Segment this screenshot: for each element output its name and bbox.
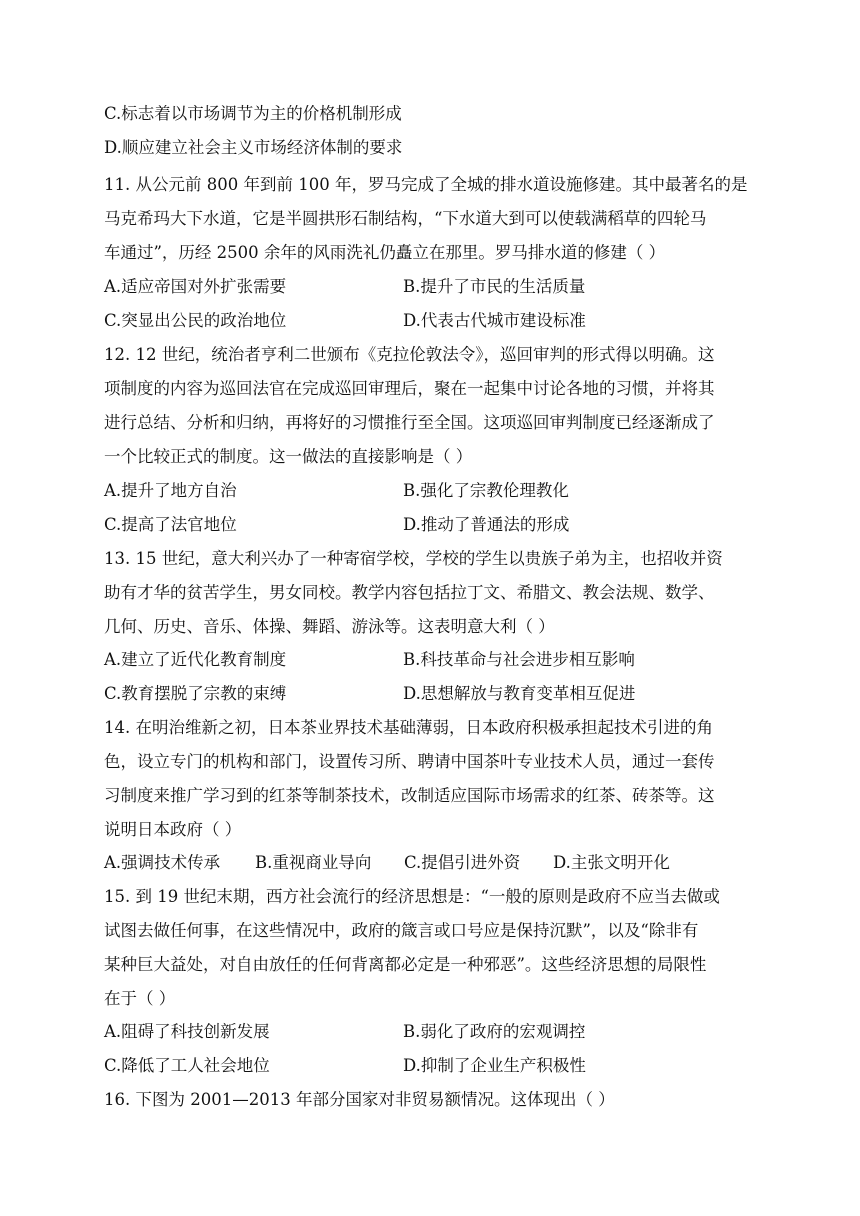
- q13-option-c: C.教育摆脱了宗教的束缚: [104, 684, 287, 703]
- question-11-line-1: 11. 从公元前 800 年到前 100 年，罗马完成了全城的排水道设施修建。其中最著名的是: [104, 175, 748, 194]
- q13-option-b: B.科技革命与社会进步相互影响: [403, 650, 635, 669]
- question-14-line-4: 说明日本政府（ ）: [104, 820, 242, 839]
- q14-option-a: A.强调技术传承: [104, 853, 221, 872]
- question-15-line-1: 15. 到 19 世纪末期，西方社会流行的经济思想是：“一般的原则是政府不应当去做或: [104, 887, 720, 906]
- option-c-q10: C.标志着以市场调节为主的价格机制形成: [104, 104, 402, 123]
- q13-option-a: A.建立了近代化教育制度: [104, 650, 287, 669]
- q14-option-c: C.提倡引进外资: [404, 853, 521, 872]
- question-15-line-2: 试图去做任何事，在这些情况中，政府的箴言或口号应是保持沉默”，以及“除非有: [104, 921, 699, 940]
- q15-option-a: A.阻碍了科技创新发展: [104, 1022, 270, 1041]
- q11-option-c: C.突显出公民的政治地位: [104, 311, 287, 330]
- question-15-line-4: 在于（ ）: [104, 989, 176, 1008]
- q12-option-d: D.推动了普通法的形成: [403, 515, 570, 534]
- q15-option-c: C.降低了工人社会地位: [104, 1056, 270, 1075]
- question-11-line-2: 马克希玛大下水道，它是半圆拱形石制结构，“下水道大到可以使载满稻草的四轮马: [104, 209, 707, 228]
- question-12-line-3: 进行总结、分析和归纳，再将好的习惯推行至全国。这项巡回审判制度已经逐渐成了: [104, 413, 715, 432]
- question-12-line-2: 项制度的内容为巡回法官在完成巡回审理后，聚在一起集中讨论各地的习惯，并将其: [104, 379, 715, 398]
- question-14-line-1: 14. 在明治维新之初，日本茶业界技术基础薄弱，日本政府积极承担起技术引进的角: [104, 718, 713, 737]
- q12-option-a: A.提升了地方自治: [104, 481, 237, 500]
- question-15-line-3: 某种巨大益处，对自由放任的任何背离都必定是一种邪恶”。这些经济思想的局限性: [104, 955, 707, 974]
- q11-option-d: D.代表古代城市建设标准: [403, 311, 586, 330]
- question-13-line-3: 几何、历史、音乐、体操、舞蹈、游泳等。这表明意大利（ ）: [104, 617, 555, 636]
- q14-option-d: D.主张文明开化: [553, 853, 670, 872]
- q11-option-a: A.适应帝国对外扩张需要: [104, 277, 287, 296]
- q15-option-b: B.弱化了政府的宏观调控: [403, 1022, 586, 1041]
- q12-option-c: C.提高了法官地位: [104, 515, 237, 534]
- q12-option-b: B.强化了宗教伦理教化: [403, 481, 569, 500]
- option-d-q10: D.顺应建立社会主义市场经济体制的要求: [104, 138, 403, 157]
- question-11-line-3: 车通过”，历经 2500 余年的风雨洗礼仍矗立在那里。罗马排水道的修建（ ）: [104, 243, 666, 262]
- q13-option-d: D.思想解放与教育变革相互促进: [403, 684, 636, 703]
- question-12-line-1: 12. 12 世纪，统治者亨利二世颁布《克拉伦敦法令》，巡回审判的形式得以明确。这: [104, 345, 715, 364]
- q14-option-b: B.重视商业导向: [255, 853, 372, 872]
- question-16-line-1: 16. 下图为 2001—2013 年部分国家对非贸易额情况。这体现出（ ）: [104, 1090, 615, 1109]
- question-14-line-2: 色，设立专门的机构和部门，设置传习所、聘请中国茶叶专业技术人员，通过一套传: [104, 752, 715, 771]
- q15-option-d: D.抑制了企业生产积极性: [403, 1056, 586, 1075]
- question-13-line-2: 助有才华的贫苦学生，男女同校。教学内容包括拉丁文、希腊文、教会法规、数学、: [104, 583, 715, 602]
- question-14-line-3: 习制度来推广学习到的红茶等制茶技术，改制适应国际市场需求的红茶、砖茶等。这: [104, 786, 715, 805]
- question-12-line-4: 一个比较正式的制度。这一做法的直接影响是（ ）: [104, 447, 473, 466]
- question-13-line-1: 13. 15 世纪，意大利兴办了一种寄宿学校，学校的学生以贵族子弟为主，也招收并资: [104, 549, 723, 568]
- q11-option-b: B.提升了市民的生活质量: [403, 277, 586, 296]
